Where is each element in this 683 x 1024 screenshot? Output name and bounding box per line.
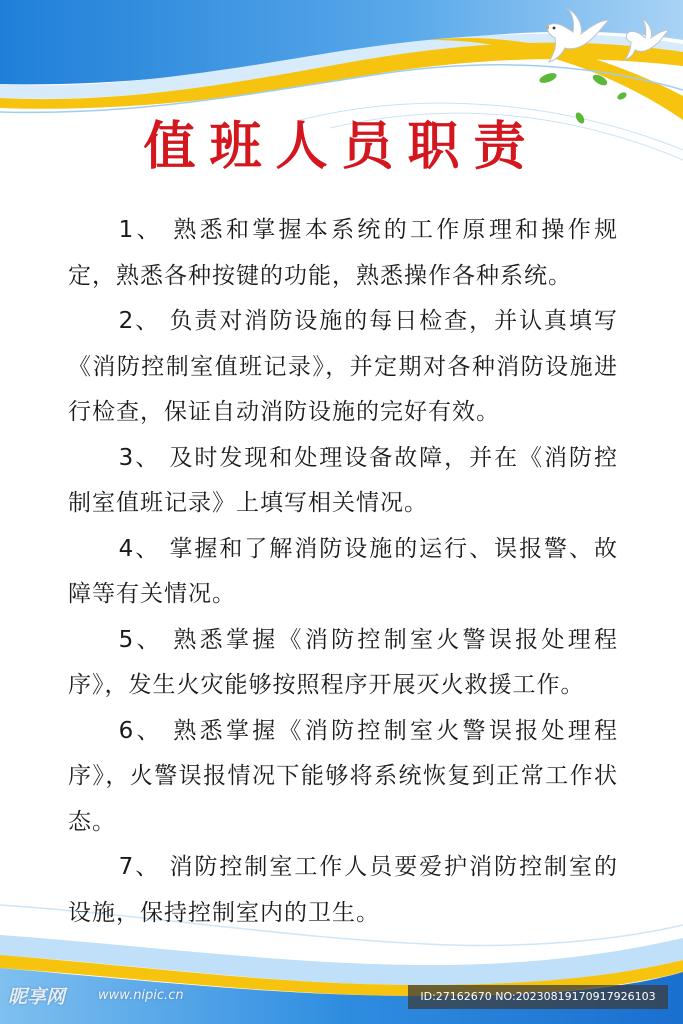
watermark-logo: 昵享网 [8, 986, 66, 1008]
watermark-url: www.nipic.cn [98, 988, 184, 1003]
duty-item: 7、 消防控制室工作人员要爱护消防控制室的设施，保持控制室内的卫生。 [68, 854, 618, 926]
duty-item: 4、 掌握和了解消防设施的运行、误报警、故障等有关情况。 [68, 535, 618, 607]
duty-item: 5、 熟悉掌握《消防控制室火警误报处理程序》，发生火灾能够按照程序开展灭火救援工作。 [68, 626, 618, 698]
duty-item: 1、 熟悉和掌握本系统的工作原理和操作规定，熟悉各种按键的功能，熟悉操作各种系统。 [68, 217, 618, 289]
duties-list [68, 208, 618, 936]
image-id-bar: ID:27162670 NO:20230819170917926103 [408, 985, 668, 1009]
duty-item: 6、 熟悉掌握《消防控制室火警误报处理程序》，火警误报情况下能够将系统恢复到正常工作状态。 [68, 717, 618, 835]
duty-item: 3、 及时发现和处理设备故障，并在《消防控制室值班记录》上填写相关情况。 [68, 444, 618, 516]
duty-item: 2、 负责对消防设施的每日检查，并认真填写《消防控制室值班记录》，并定期对各种消防设施进行检查，保证自动消防设施的完好有效。 [68, 308, 618, 425]
page-title: 值班人员职责 [143, 117, 540, 177]
